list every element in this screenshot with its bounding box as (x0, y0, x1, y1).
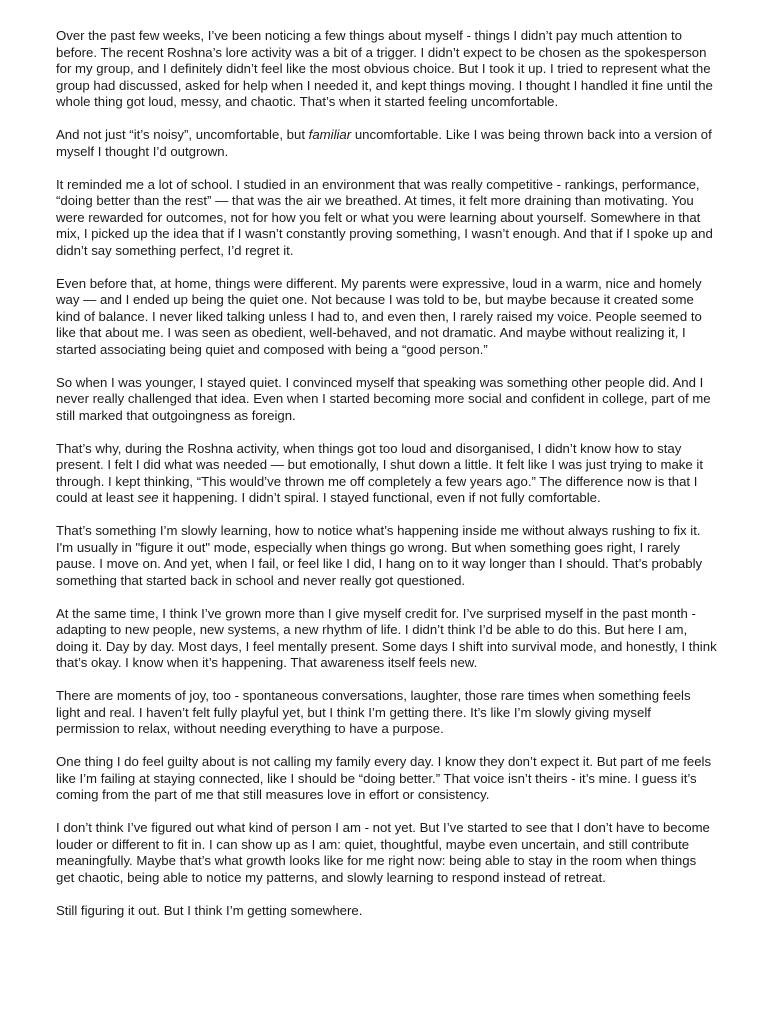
paragraph-5: So when I was younger, I stayed quiet. I convinced myself that speaking was something other people did. And I never really challenged that idea. Even when I started becoming more social and confident in college, part of me still marked that outgoingness as foreign. (56, 374, 711, 423)
paragraph-1: Over the past few weeks, I’ve been noticing a few things about myself - things I didn’t pay much attention to before. The recent Roshna’s lore activity was a bit of a trigger. I didn’t expect to be chosen as the spokesperson for my group, and I definitely didn’t feel like the most obvious choice. But I took it up. I tried to represent what the group had discussed, asked for help when I needed it, and kept things moving. I thought I handled it fine until the whole thing got loud, messy, and chaotic. That’s when it started feeling uncomfortable. (56, 28, 713, 109)
paragraph-12: Still figuring it out. But I think I’m getting somewhere. (56, 902, 363, 918)
paragraph-2-text-start: And not just “it’s noisy”, uncomfortable, but (56, 127, 309, 142)
paragraph-10: One thing I do feel guilty about is not calling my family every day. I know they don’t expect it. But part of me feels like I’m failing at staying connected, like I should be “doing better.” That voice isn’t theirs - it’s mine. I guess it’s coming from the part of me that still measures love in effort or consistency. (56, 754, 712, 802)
paragraph-9: There are moments of joy, too - spontaneous conversations, laughter, those rare times when something feels light and real. I haven’t felt fully playful yet, but I think I’m getting there. It’s like I’m slowly giving myself permission to relax, without needing everything to have a purpose. (56, 688, 691, 736)
paragraph-6-text-start: That’s why, during the Roshna activity, when things got too loud and disorganised, I didn’t know how to stay present. I felt I did what was needed — but emotionally, I shut down a little. It felt like I was just trying to make it through. I kept thinking, “This would’ve thrown me off completely a few years ago.” The difference now is that I could at least (56, 440, 703, 505)
paragraph-2-text-end: uncomfortable. Like I was being thrown back into a version of myself I thought I’d outgrown. (56, 127, 712, 159)
paragraph-11: I don’t think I’ve figured out what kind of person I am - not yet. But I’ve started to see that I don’t have to become louder or different to fit in. I can show up as I am: quiet, thoughtful, maybe even uncertain, and still contribute meaningfully. Maybe that’s what growth looks like for me right now: being able to stay in the room when things get chaotic, being able to notice my patterns, and slowly learning to respond instead of retreat. (56, 820, 710, 885)
paragraph-2-emphasis: familiar (308, 127, 352, 142)
paragraph-6 (56, 441, 718, 507)
paragraph-4: Even before that, at home, things were different. My parents were expressive, loud in a warm, nice and homely way — and I ended up being the quiet one. Not because I was told to be, but maybe because it created some kind of balance. I never liked talking unless I had to, and even then, I rarely raised my voice. People seemed to like that about me. I was seen as obedient, well-behaved, and not dramatic. And maybe without realizing it, I started associating being quiet and composed with being a “good person.” (56, 275, 702, 357)
paragraph-6-emphasis: see (137, 490, 159, 505)
paragraph-3: It reminded me a lot of school. I studied in an environment that was really competitive - rankings, performance, “doing better than the rest” — that was the air we breathed. At times, it felt more draining than motivating. You were rewarded for outcomes, not for how you felt or what you were learning about yourself. Somewhere in that mix, I picked up the idea that if I wasn’t constantly proving something, I wasn’t enough. And that if I spoke up and didn’t say something perfect, I’d regret it. (56, 176, 713, 258)
paragraph-7: That’s something I’m slowly learning, how to notice what’s happening inside me without always rushing to fix it. I'm usually in "figure it out" mode, especially when things go wrong. But when something goes right, I rarely pause. I move on. And yet, when I fail, or feel like I did, I hang on to it way longer than I should. That’s probably something that started back in school and never really got questioned. (56, 523, 703, 588)
paragraph-2 (56, 127, 718, 160)
paragraph-8: At the same time, I think I’ve grown more than I give myself credit for. I’ve surprised myself in the past month - adapting to new people, new systems, a new rhythm of life. I didn’t think I’d be able to do this. But here I am, doing it. Day by day. Most days, I feel mentally present. Some days I shift into survival mode, and honestly, I think that’s okay. I know when it’s happening. That awareness itself feels new. (56, 605, 717, 670)
paragraph-6-text-end: it happening. I didn’t spiral. I stayed functional, even if not fully comfortable. (158, 490, 601, 505)
document-page (56, 28, 718, 936)
